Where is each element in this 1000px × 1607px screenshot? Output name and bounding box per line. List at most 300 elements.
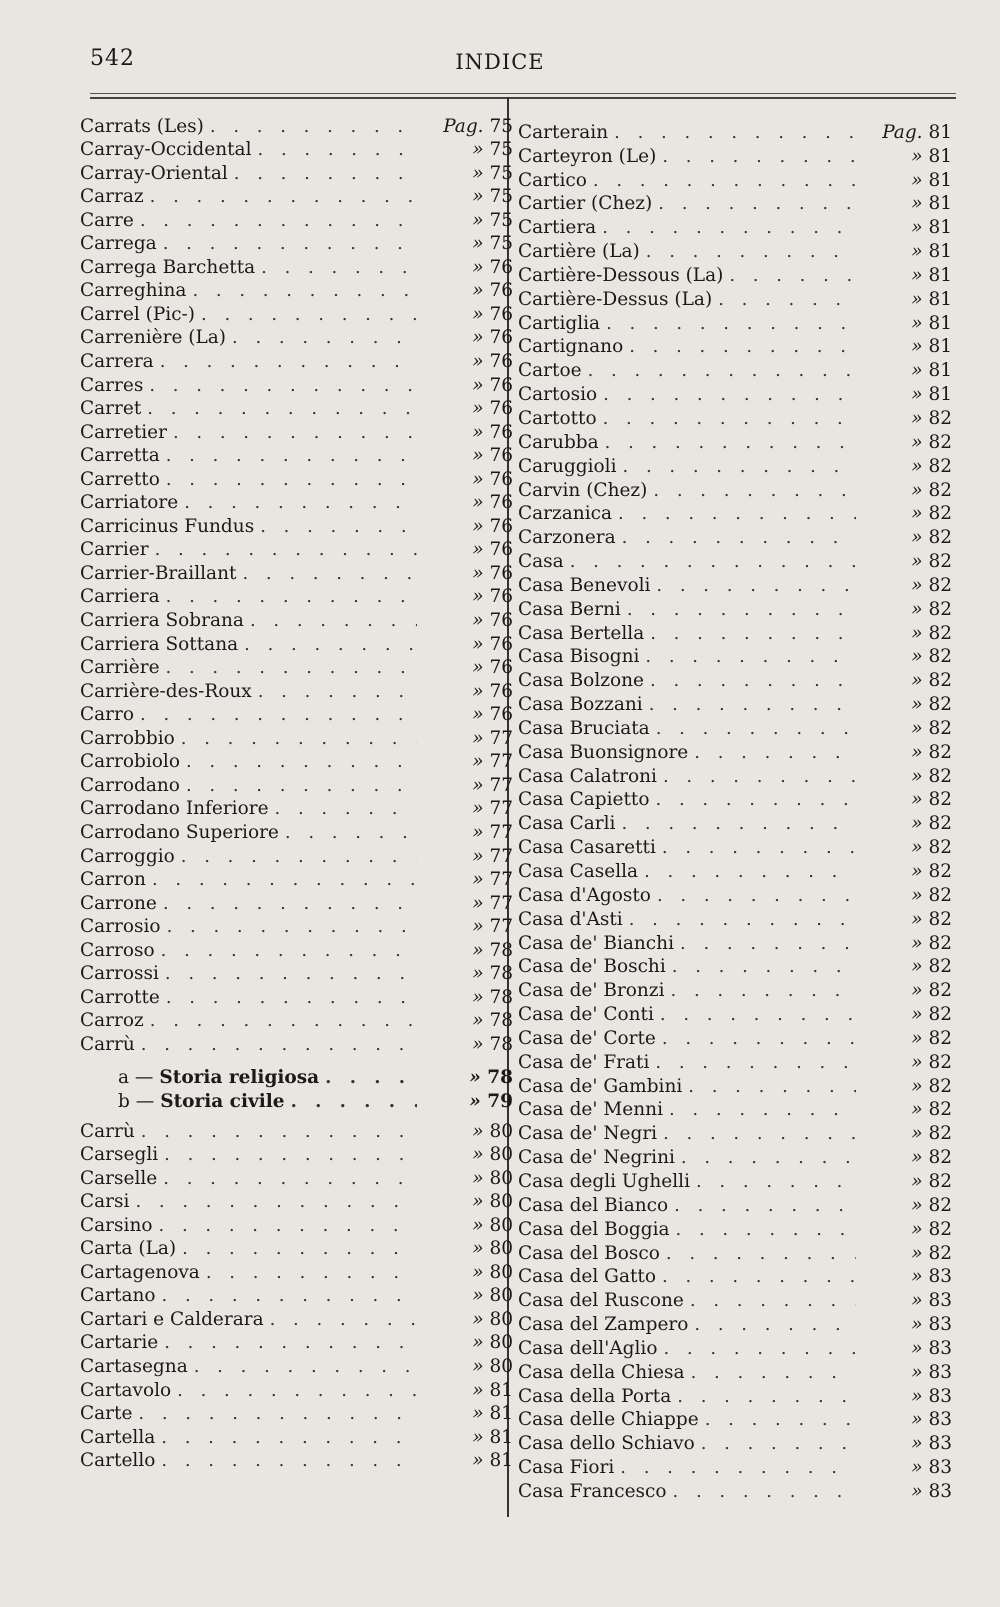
entry-term: Carray-Oriental	[80, 162, 228, 184]
page-reference	[856, 408, 952, 430]
index-entry	[80, 797, 513, 821]
leader-dots	[694, 1314, 856, 1336]
entry-term: Casa dello Schiavo	[518, 1433, 695, 1455]
page-marker: »	[911, 837, 923, 859]
leader-dots	[629, 336, 856, 358]
page-reference	[856, 1076, 952, 1098]
page-marker: »	[472, 351, 484, 373]
page-marker: »	[472, 586, 484, 608]
page-number-ref: 76	[489, 657, 513, 679]
page-reference	[417, 728, 513, 750]
leader-dots	[655, 1052, 856, 1074]
index-entry	[518, 1193, 952, 1217]
entry-term: Carricinus Fundus	[80, 515, 255, 537]
index-entry	[518, 835, 952, 859]
page-marker: »	[472, 209, 484, 231]
entry-term: Cartasegna	[80, 1355, 188, 1377]
page-reference	[856, 432, 952, 454]
leader-dots	[657, 885, 856, 907]
entry-term: Carroso	[80, 939, 155, 961]
entry-term: Cartarie	[80, 1332, 159, 1354]
page-number-ref: 82	[928, 765, 952, 787]
page-marker: »	[911, 1027, 923, 1049]
page-marker: »	[911, 479, 923, 501]
index-entry	[80, 703, 513, 727]
page-reference	[856, 480, 952, 502]
index-entry	[518, 549, 952, 573]
page-marker: »	[911, 455, 923, 477]
page-marker: »	[911, 908, 923, 930]
leader-dots	[673, 1481, 856, 1503]
page-number-ref: 81	[489, 1450, 513, 1472]
entry-term: Carrière	[80, 657, 160, 679]
subentry-label: Storia civile	[160, 1090, 285, 1112]
entry-term: Casa della Porta	[518, 1385, 672, 1407]
page-marker: »	[472, 845, 484, 867]
page-reference	[856, 1195, 952, 1217]
page-reference	[417, 445, 513, 467]
leader-dots	[694, 742, 856, 764]
leader-dots	[680, 933, 856, 955]
page-reference	[417, 963, 513, 985]
page-reference	[417, 1067, 513, 1089]
page-marker: »	[472, 798, 484, 820]
index-entry	[518, 144, 952, 168]
entry-term: Caruggioli	[518, 455, 617, 477]
page-number-ref: 78	[489, 986, 513, 1008]
page-number-ref: 80	[489, 1238, 513, 1260]
leader-dots	[155, 539, 417, 561]
entry-term: Casa degli Ughelli	[518, 1170, 690, 1192]
index-entry	[518, 811, 952, 835]
leader-dots	[666, 1243, 856, 1265]
page-reference	[417, 822, 513, 844]
entry-term: Carrotte	[80, 986, 160, 1008]
leader-dots	[605, 432, 856, 454]
page-number-ref: 76	[489, 327, 513, 349]
page-reference	[417, 1091, 513, 1113]
index-entry	[518, 740, 952, 764]
index-entry	[518, 311, 952, 335]
page-number-ref: 76	[489, 398, 513, 420]
page-marker: »	[911, 1337, 923, 1359]
page-number-ref: 82	[928, 551, 952, 573]
page-reference	[856, 456, 952, 478]
page-marker: »	[472, 280, 484, 302]
page-number-ref: 75	[489, 209, 513, 231]
page-number-ref: 76	[489, 704, 513, 726]
page-reference	[856, 551, 952, 573]
page-reference	[856, 694, 952, 716]
index-entry	[80, 1166, 513, 1190]
entry-term: Cartello	[80, 1450, 156, 1472]
index-entry	[518, 621, 952, 645]
page-number-ref: 82	[928, 861, 952, 882]
page-reference	[856, 861, 952, 883]
page-reference	[417, 893, 513, 915]
page-number-ref: 80	[489, 1355, 513, 1377]
page-reference	[856, 527, 952, 549]
page-marker: »	[911, 503, 923, 525]
leader-dots	[660, 1004, 856, 1026]
entry-term: Carselle	[80, 1167, 158, 1189]
entry-term: Casa dell'Aglio	[518, 1337, 658, 1359]
page-marker: »	[911, 717, 923, 739]
page-marker: »	[911, 956, 923, 978]
page-reference	[856, 1290, 952, 1312]
entry-term: Carsi	[80, 1191, 130, 1213]
page-reference	[417, 375, 513, 397]
leader-dots	[618, 503, 856, 525]
page-marker: »	[911, 1266, 923, 1288]
page-reference	[856, 1052, 952, 1074]
entry-term: Casa del Boggia	[518, 1218, 670, 1240]
index-entry	[80, 373, 513, 397]
page-number-ref: 80	[489, 1261, 513, 1283]
entry-term: Carrats (Les)	[80, 115, 204, 137]
leader-dots	[186, 775, 417, 797]
leader-dots	[662, 837, 856, 859]
index-column-left	[80, 114, 513, 1472]
leader-dots	[166, 657, 417, 679]
page-reference	[417, 657, 513, 679]
page-number-ref: 82	[928, 503, 952, 525]
index-entry	[518, 978, 952, 1002]
page-number-ref: 75	[489, 233, 513, 255]
page-number-ref: 80	[489, 1120, 513, 1142]
page-reference	[417, 586, 513, 608]
index-entry	[518, 1098, 952, 1122]
page-marker: »	[472, 821, 484, 843]
leader-dots	[140, 704, 417, 726]
page-number-ref: 81	[928, 241, 952, 263]
page-number-ref: 78	[489, 1033, 513, 1055]
entry-term: Carrega	[80, 233, 157, 255]
index-entry	[518, 525, 952, 549]
leader-dots	[163, 233, 417, 255]
entry-term: Carrone	[80, 892, 157, 914]
index-entry	[80, 1237, 513, 1261]
page-marker: »	[911, 288, 923, 310]
page-number-ref: 82	[928, 1027, 952, 1049]
page-reference	[856, 1266, 952, 1288]
index-entry	[80, 1190, 513, 1214]
page-number-ref: 81	[928, 312, 952, 334]
page-reference	[417, 351, 513, 373]
index-entry	[518, 382, 952, 406]
page-number-ref: 80	[489, 1167, 513, 1189]
entry-term: Casa Carli	[518, 813, 616, 835]
entry-term: Carreghina	[80, 280, 187, 302]
page-number-ref: 83	[928, 1361, 952, 1383]
page-number-ref: 81	[928, 360, 952, 382]
index-entry	[518, 1312, 952, 1336]
page-reference	[417, 846, 513, 868]
page-marker: »	[911, 1099, 923, 1121]
page-number-ref: 78	[489, 939, 513, 961]
page-number-ref: 82	[928, 1099, 952, 1121]
page-marker: »	[911, 551, 923, 573]
page-marker: »	[472, 1261, 484, 1283]
page-reference	[417, 940, 513, 962]
page-marker: »	[472, 445, 484, 467]
page-reference	[856, 336, 952, 358]
page-marker: »	[911, 1147, 923, 1169]
entry-term: Casa Bolzone	[518, 670, 644, 692]
index-entry	[80, 1213, 513, 1237]
entry-term: Carray-Occidental	[80, 139, 252, 161]
index-subentry	[80, 1089, 513, 1113]
page-number-ref: 80	[489, 1214, 513, 1236]
page-number-ref: 77	[489, 869, 513, 891]
index-entry	[518, 1479, 952, 1503]
index-entry	[80, 1378, 513, 1402]
index-entry	[80, 185, 513, 209]
index-entry	[518, 263, 952, 287]
leader-dots	[603, 384, 856, 406]
page-marker: »	[472, 1426, 484, 1448]
leader-dots	[570, 551, 856, 573]
leader-dots	[674, 1195, 856, 1217]
page-marker: »	[472, 892, 484, 914]
index-entry	[80, 255, 513, 279]
leader-dots	[140, 210, 417, 232]
leader-dots	[627, 599, 856, 621]
index-entry	[80, 773, 513, 797]
entry-term: Casa delle Chiappe	[518, 1409, 699, 1431]
page-number-ref: 82	[928, 980, 952, 1002]
leader-dots	[160, 351, 417, 373]
entry-term: Casa d'Agosto	[518, 884, 651, 906]
leader-dots	[192, 280, 417, 302]
page-reference	[417, 916, 513, 938]
page-marker: »	[911, 1123, 923, 1145]
page-reference	[856, 217, 952, 239]
page-number-ref: 83	[928, 1480, 952, 1502]
page-reference	[856, 837, 952, 859]
entry-term: Casa Bertella	[518, 622, 645, 644]
subentry-letter: b —	[118, 1090, 155, 1112]
leader-dots	[150, 186, 417, 208]
page-number-ref: 82	[928, 1075, 952, 1097]
page-reference	[417, 163, 513, 185]
index-entry	[80, 632, 513, 656]
leader-dots	[606, 313, 856, 335]
page-reference	[417, 563, 513, 585]
page-number-ref: 78	[489, 963, 513, 985]
subentry-letter: a —	[118, 1067, 154, 1089]
page-reference	[417, 327, 513, 349]
entry-term: Casa d'Asti	[518, 908, 623, 930]
page-number-ref: 82	[928, 646, 952, 668]
page-number: 542	[90, 46, 135, 71]
leader-dots	[663, 1123, 856, 1145]
page-marker: »	[472, 1355, 484, 1377]
page-number-ref: 82	[928, 932, 952, 954]
leader-dots	[622, 527, 856, 549]
page-number-ref: 76	[489, 256, 513, 278]
page-number-ref: 76	[489, 539, 513, 561]
leader-dots	[258, 139, 418, 161]
leader-dots	[166, 987, 417, 1009]
page-number-ref: 82	[928, 670, 952, 692]
page-reference	[417, 516, 513, 538]
index-entry	[80, 208, 513, 232]
page-reference	[856, 503, 952, 525]
page-number-ref: 83	[928, 1266, 952, 1288]
page-marker: »	[472, 139, 484, 161]
page-number-ref: 82	[928, 622, 952, 644]
page-number-ref: 82	[928, 741, 952, 763]
page-marker: »	[472, 398, 484, 420]
page-number-ref: 78	[487, 1067, 513, 1089]
page-reference	[856, 193, 952, 215]
page-number-ref: 82	[928, 813, 952, 835]
entry-term: Carzonera	[518, 527, 616, 549]
entry-term: Carraz	[80, 186, 144, 208]
page-marker: »	[472, 327, 484, 349]
index-entry	[80, 868, 513, 892]
index-entry	[518, 287, 952, 311]
index-entry	[518, 239, 952, 263]
entry-term: Carrodano Superiore	[80, 821, 279, 843]
leader-dots	[676, 1219, 856, 1241]
page-marker: »	[472, 1120, 484, 1142]
page-number-ref: 83	[928, 1337, 952, 1359]
index-entry	[80, 844, 513, 868]
leader-dots	[623, 456, 856, 478]
entry-term: Casa Francesco	[518, 1480, 667, 1502]
page-number-ref: 76	[489, 633, 513, 655]
leader-dots	[149, 375, 417, 397]
page-number-ref: 82	[928, 884, 952, 906]
page-reference	[417, 1450, 513, 1472]
entry-term: Casa del Bosco	[518, 1242, 660, 1264]
page-number-ref: 82	[928, 1147, 952, 1169]
page-number-ref: 79	[487, 1090, 513, 1112]
page-reference	[417, 1215, 513, 1237]
page-reference	[856, 766, 952, 788]
entry-term: Cartière-Dessus (La)	[518, 288, 713, 310]
index-entry	[518, 1241, 952, 1265]
page-marker: »	[472, 1033, 484, 1055]
page-number-ref: 76	[489, 515, 513, 537]
page-reference	[856, 146, 952, 168]
leader-dots	[181, 728, 417, 750]
entry-term: Carriera Sobrana	[80, 610, 244, 632]
page-number-ref: 77	[489, 845, 513, 867]
page-reference	[856, 1004, 952, 1026]
leader-dots	[614, 122, 856, 144]
index-entry	[80, 1119, 513, 1143]
entry-term: Carrega Barchetta	[80, 256, 256, 278]
index-entry	[80, 1354, 513, 1378]
entry-term: Carretta	[80, 445, 160, 467]
page-reference	[417, 1380, 513, 1402]
entry-term: Carriera	[80, 586, 160, 608]
page-marker: »	[472, 680, 484, 702]
index-entry	[518, 859, 952, 883]
index-entry	[80, 1449, 513, 1473]
index-entry	[518, 788, 952, 812]
index-entry	[518, 716, 952, 740]
index-entry	[80, 161, 513, 185]
page-reference	[856, 646, 952, 668]
page-reference	[417, 398, 513, 420]
page-reference	[417, 987, 513, 1009]
page-reference	[417, 1191, 513, 1213]
leader-dots	[672, 956, 856, 978]
entry-term: Carrel (Pic-)	[80, 303, 196, 325]
leader-dots	[620, 1457, 856, 1479]
page-number-ref: 77	[489, 821, 513, 843]
entry-term: Carroz	[80, 1010, 144, 1032]
page-reference	[417, 1238, 513, 1260]
entry-term: Casa de' Frati	[518, 1051, 650, 1073]
entry-term: Carrenière (La)	[80, 327, 227, 349]
page-number-ref: 82	[928, 1051, 952, 1073]
index-entry	[80, 915, 513, 939]
page-number-ref: 76	[489, 445, 513, 467]
page-marker: »	[911, 646, 923, 668]
page-number-ref: 76	[489, 280, 513, 302]
page-number-ref: 77	[489, 727, 513, 749]
page-marker: »	[472, 1403, 484, 1425]
leader-dots	[691, 1362, 856, 1384]
index-entry	[80, 1307, 513, 1331]
page-number-ref: 83	[928, 1433, 952, 1455]
index-entry	[518, 358, 952, 382]
page-marker: »	[472, 186, 484, 208]
page-reference	[417, 469, 513, 491]
index-entry	[80, 891, 513, 915]
index-entry	[80, 962, 513, 986]
page-reference	[856, 1123, 952, 1145]
entry-term: Casa Calatroni	[518, 765, 657, 787]
index-entry	[80, 420, 513, 444]
page-number-ref: 82	[928, 431, 952, 453]
page-number-ref: 83	[928, 1385, 952, 1407]
entry-term: Carriera Sottana	[80, 633, 239, 655]
index-entry	[518, 1288, 952, 1312]
page-marker: »	[911, 1409, 923, 1431]
entry-term: Cartoe	[518, 360, 582, 382]
index-entry	[518, 645, 952, 669]
entry-term	[80, 1091, 291, 1113]
index-entry	[80, 1260, 513, 1284]
page-marker: »	[469, 1067, 481, 1089]
page-reference	[417, 1034, 513, 1056]
page-number-ref: 77	[489, 798, 513, 820]
index-entry	[80, 750, 513, 774]
page-marker: »	[911, 407, 923, 429]
index-entry	[80, 679, 513, 703]
entry-term: Casa Capietto	[518, 789, 650, 811]
header-rule	[90, 93, 956, 94]
index-entry	[518, 1384, 952, 1408]
page-marker: »	[472, 468, 484, 490]
leader-dots	[677, 1386, 856, 1408]
leader-dots	[602, 217, 856, 239]
subentry-label: Storia religiosa	[159, 1067, 320, 1089]
index-entry	[518, 764, 952, 788]
page-marker: »	[911, 1457, 923, 1479]
page-marker: »	[911, 336, 923, 358]
leader-dots	[162, 1285, 417, 1307]
page-number-ref: 83	[928, 1457, 952, 1479]
index-entry	[80, 444, 513, 468]
index-entry	[80, 1143, 513, 1167]
